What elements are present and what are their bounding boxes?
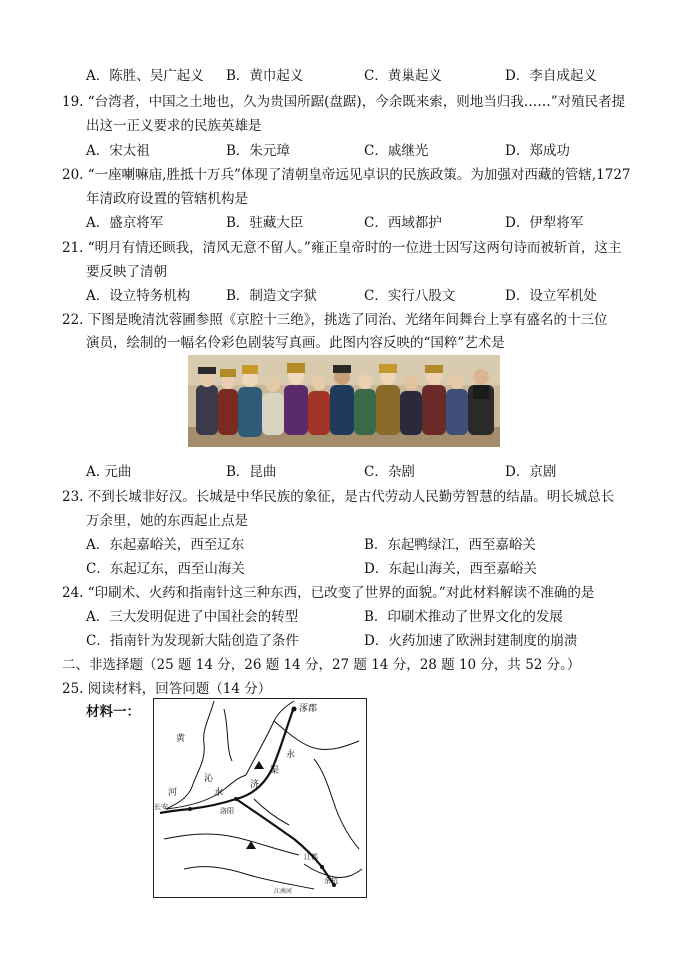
- q21-option-c: C．实行八股文: [364, 288, 456, 304]
- q24-stem-line1: 24. “印刷术、火药和指南针这三种东西，已改变了世界的面貌。”对此材料解读不准确的是: [62, 585, 595, 601]
- q23-stem-line2: 万余里，她的东西起止点是: [86, 513, 248, 529]
- q25-material-label: 材料一：: [86, 704, 140, 720]
- q19-stem-line2: 出这一正义要求的民族英雄是: [86, 118, 262, 134]
- q20-option-d: D．伊犁将军: [505, 215, 584, 231]
- q23-option-a: A．东起嘉峪关，西至辽东: [86, 537, 245, 553]
- q19-option-c: C．戚继光: [364, 143, 429, 159]
- q18-option-a: A．陈胜、吴广起义: [86, 68, 204, 84]
- q22-option-b: B．昆曲: [226, 464, 277, 480]
- map-label-yuhang: 余杭: [324, 877, 338, 885]
- q18-option-d: D．李自成起义: [505, 68, 597, 84]
- q19-option-b: B．朱元璋: [226, 143, 290, 159]
- q24-option-b: B．印刷术推动了世界文化的发展: [364, 609, 563, 625]
- q20-option-b: B．驻藏大臣: [226, 215, 304, 231]
- q21-stem-line1: 21. “明月有情还顾我，清风无意不留人。”雍正皇帝时的一位进士因写这两句诗而被斩首，这主: [62, 240, 622, 256]
- map-label-luoyang: 洛阳: [220, 807, 234, 815]
- q21-option-d: D．设立军机处: [505, 288, 597, 304]
- q20-stem-line2: 年清政府设置的管辖机构是: [86, 191, 248, 207]
- q23-option-c: C．东起辽东，西至山海关: [86, 561, 245, 577]
- q22-option-c: C．杂剧: [364, 464, 415, 480]
- q25-stem: 25. 阅读材料，回答问题（14 分）: [62, 681, 272, 697]
- map-label-changan: 长安: [154, 803, 168, 811]
- map-label-yong: 永: [286, 750, 296, 760]
- map-label-zhuojun: 涿郡: [299, 704, 318, 714]
- q22-stem-line1: 22. 下图是晚清沈蓉圃参照《京腔十三绝》，挑选了同治、光绪年间舞台上享有盛名的十三位: [62, 312, 608, 328]
- map-label-jiangnanhe: 江南河: [274, 888, 293, 895]
- q24-option-c: C．指南针为发现新大陆创造了条件: [86, 633, 299, 649]
- q19-stem-line1: 19. “台湾者，中国之土地也，久为贵国所踞(盘踞)，今余既来索，则地当归我……”对殖民者提: [62, 94, 626, 110]
- grand-canal-map: [153, 698, 367, 898]
- map-label-ji: 济: [250, 780, 260, 790]
- q20-stem-line1: 20. “一座喇嘛庙,胜抵十万兵”体现了清朝皇帝远见卓识的民族政策。为加强对西藏的管辖,1727: [62, 167, 631, 183]
- map-label-qin: 沁: [204, 774, 214, 784]
- opera-painting-image: [188, 355, 500, 447]
- map-label-qu: 渠: [270, 766, 280, 776]
- q20-option-c: C．西域都护: [364, 215, 442, 231]
- section2-heading: 二、非选择题（25 题 14 分，26 题 14 分，27 题 14 分，28 题 10 分，共 52 分。）: [62, 657, 581, 673]
- q19-option-a: A．宋太祖: [86, 143, 150, 159]
- q23-stem-line1: 23. 不到长城非好汉。长城是中华民族的象征，是古代劳动人民勤劳智慧的结晶。明长城总长: [62, 489, 615, 505]
- q24-option-a: A．三大发明促进了中国社会的转型: [86, 609, 299, 625]
- q20-option-a: A．盛京将军: [86, 215, 164, 231]
- q19-option-d: D．郑成功: [505, 143, 570, 159]
- q21-option-a: A．设立特务机构: [86, 288, 191, 304]
- q23-option-b: B．东起鸭绿江，西至嘉峪关: [364, 537, 536, 553]
- q18-option-b: B．黄巾起义: [226, 68, 304, 84]
- q22-option-a: A. 元曲: [86, 464, 132, 480]
- q24-option-d: D．火药加速了欧洲封建制度的崩溃: [364, 633, 578, 649]
- q22-option-d: D．京剧: [505, 464, 557, 480]
- map-label-he: 河: [168, 788, 178, 798]
- q21-stem-line2: 要反映了清朝: [86, 264, 167, 280]
- map-label-jiangdu: 江都: [304, 853, 318, 861]
- q18-option-c: C．黄巢起义: [364, 68, 442, 84]
- map-label-huang: 黄: [176, 734, 186, 744]
- q21-option-b: B．制造文字狱: [226, 288, 317, 304]
- q23-option-d: D．东起山海关，西至嘉峪关: [364, 561, 537, 577]
- map-label-shui: 水: [214, 788, 224, 798]
- q22-stem-line2: 演员，绘制的一幅名伶彩色剧装写真画。此图内容反映的“国粹”艺术是: [86, 335, 505, 351]
